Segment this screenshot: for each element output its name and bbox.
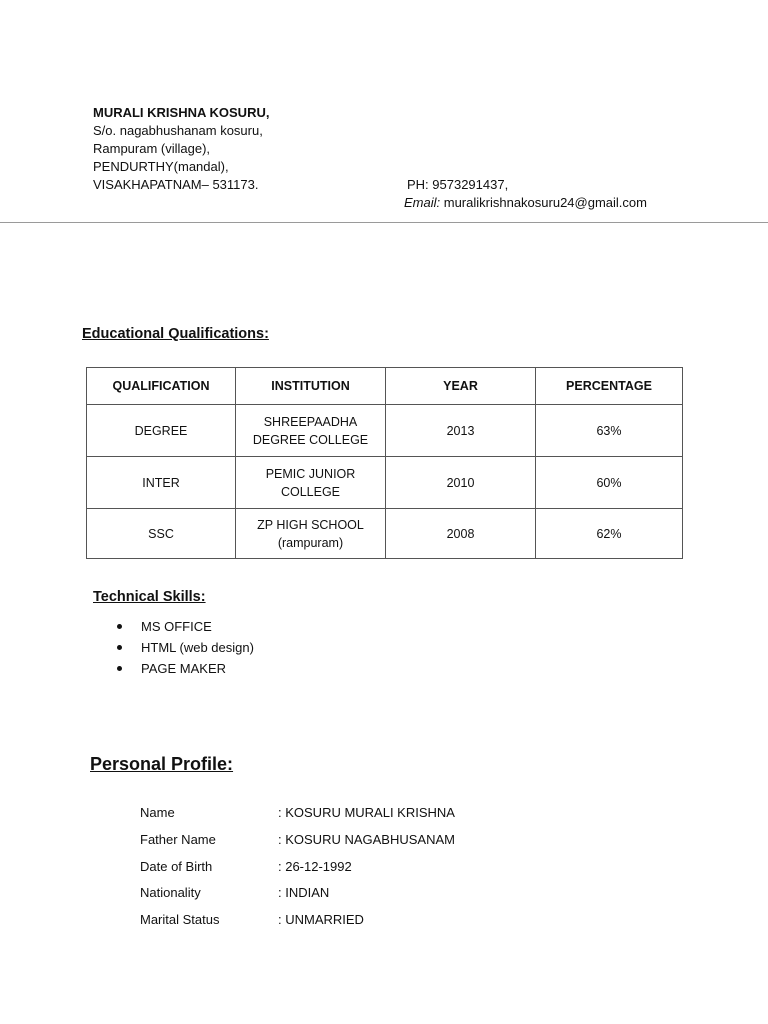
profile-label: Nationality (140, 885, 201, 901)
institution-line: (rampuram) (277, 535, 344, 550)
list-item (115, 616, 254, 637)
profile-row (140, 830, 540, 857)
education-title: Educational Qualifications: (82, 326, 269, 342)
year-cell: 2010 (386, 457, 536, 509)
skills-list (115, 616, 254, 679)
profile-title: Personal Profile: (90, 754, 234, 774)
column-header: QUALIFICATION (87, 368, 236, 405)
table-row (87, 405, 683, 457)
bullet-icon (117, 666, 122, 671)
profile-value: : INDIAN (278, 885, 330, 901)
profile-label: Date of Birth (140, 858, 213, 874)
qualification-cell: SSC (87, 509, 236, 559)
profile-row (140, 803, 540, 830)
profile-value: : KOSURU NAGABHUSANAM (278, 831, 455, 847)
skill-label: PAGE MAKER (141, 661, 227, 676)
table-row (87, 457, 683, 509)
skill-label: HTML (web design) (141, 640, 254, 655)
year-cell: 2013 (386, 405, 536, 457)
column-header: YEAR (386, 368, 536, 405)
profile-row (140, 883, 540, 910)
bullet-icon (117, 645, 122, 650)
institution-line: SHREEPAADHA (263, 414, 358, 429)
header-divider (0, 222, 768, 223)
skills-title: Technical Skills: (93, 589, 206, 605)
skill-label: MS OFFICE (141, 619, 212, 634)
applicant-name: MURALI KRISHNA KOSURU, (93, 105, 270, 120)
address-line: S/o. nagabhushanam kosuru, (93, 123, 263, 138)
profile-label: Marital Status (140, 912, 220, 928)
year-cell: 2008 (386, 509, 536, 559)
list-item (115, 658, 254, 679)
profile-row (140, 910, 540, 937)
contact-block (404, 176, 647, 212)
table-row (87, 509, 683, 559)
bullet-icon (117, 624, 122, 629)
address-line: PENDURTHY(mandal), (93, 159, 229, 174)
institution-line: ZP HIGH SCHOOL (257, 517, 364, 532)
profile-label: Name (140, 805, 175, 820)
qualification-cell: INTER (87, 457, 236, 509)
percentage-cell: 63% (536, 405, 683, 457)
profile-label: Father Name (140, 831, 216, 847)
column-header: PERCENTAGE (536, 368, 683, 405)
institution-cell (236, 509, 386, 559)
email-label: Email: (404, 195, 441, 210)
table-header-row (87, 368, 683, 405)
percentage-cell: 62% (536, 509, 683, 559)
column-header: INSTITUTION (236, 368, 386, 405)
email-address[interactable]: muralikrishnakosuru24@gmail.com (443, 195, 647, 210)
qualification-cell: DEGREE (87, 405, 236, 457)
personal-profile (140, 803, 540, 937)
institution-cell (236, 457, 386, 509)
profile-value: : UNMARRIED (278, 912, 364, 928)
institution-line: COLLEGE (280, 484, 341, 499)
email-line (404, 194, 647, 212)
profile-row (140, 857, 540, 884)
institution-cell (236, 405, 386, 457)
percentage-cell: 60% (536, 457, 683, 509)
profile-value: : KOSURU MURALI KRISHNA (278, 805, 455, 820)
address-block (93, 104, 269, 194)
address-line: Rampuram (village), (93, 141, 211, 156)
institution-line: PEMIC JUNIOR (265, 466, 356, 481)
phone-number: PH: 9573291437, (407, 177, 509, 192)
profile-value: : 26-12-1992 (278, 858, 352, 874)
list-item (115, 637, 254, 658)
education-table (86, 367, 683, 559)
address-line: VISAKHAPATNAM– 531173. (93, 177, 259, 192)
institution-line: DEGREE COLLEGE (252, 432, 369, 447)
